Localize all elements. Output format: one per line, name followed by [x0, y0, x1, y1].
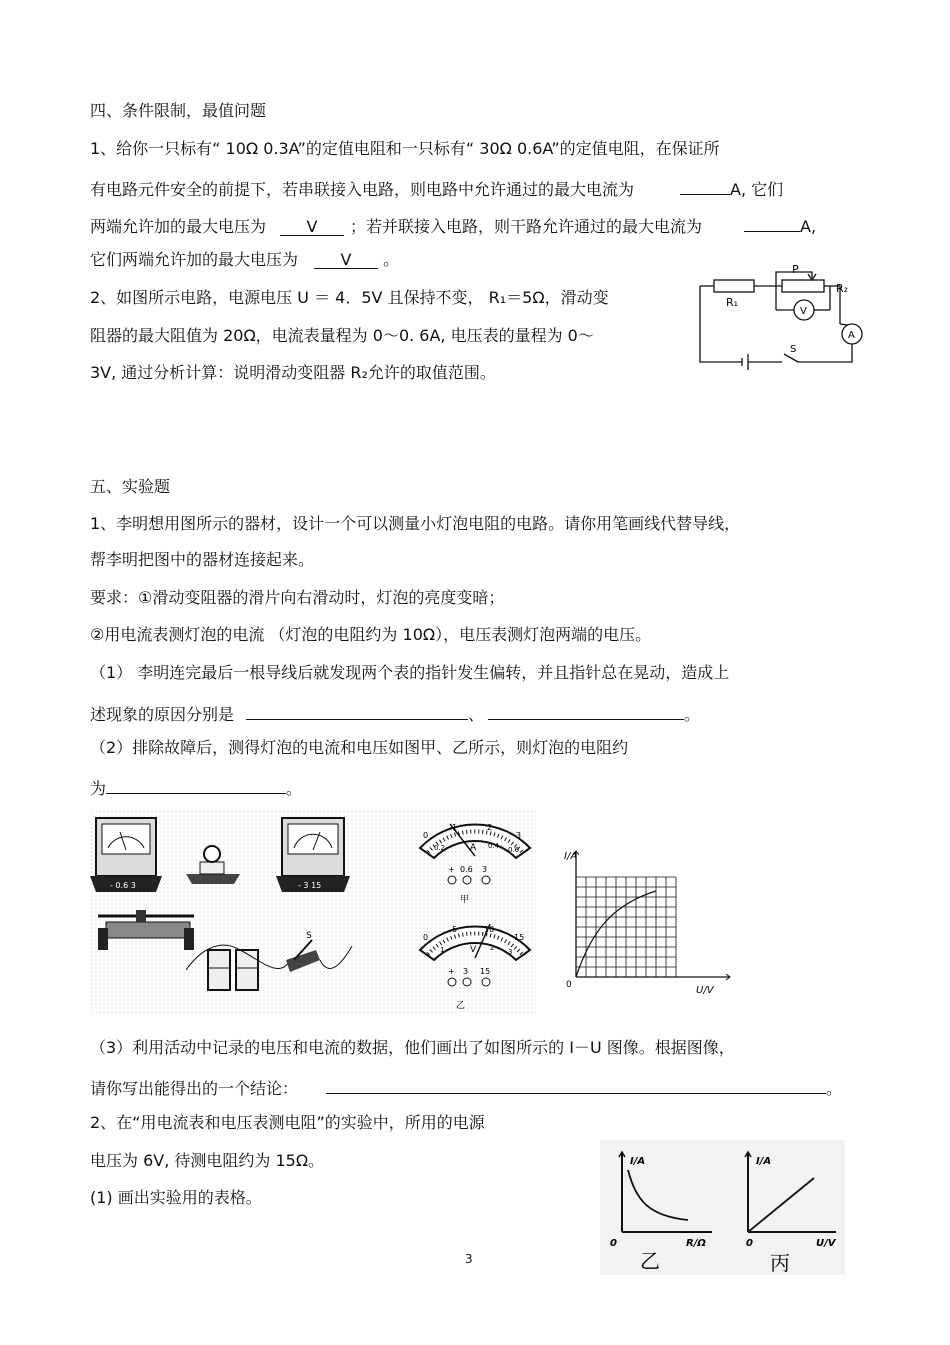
svg-text:10: 10: [484, 925, 495, 934]
svg-text:乙: 乙: [456, 1001, 466, 1011]
s5-q1-line7: （2）排除故障后，测得灯泡的电流和电压如图甲、乙所示，则灯泡的电阻约: [90, 738, 629, 757]
svg-text:3: 3: [482, 865, 488, 874]
svg-text:A: A: [848, 330, 855, 341]
s5-q1-line6: 述现象的原因分别是 、 。: [90, 701, 700, 725]
svg-text:S: S: [790, 344, 797, 355]
s5-q2-line3: (1) 画出实验用的表格。: [90, 1188, 262, 1207]
svg-text:丙: 丙: [770, 1251, 790, 1275]
svg-text:- 0.6 3: - 0.6 3: [110, 881, 136, 890]
s5-q2-line2: 电压为 6V, 待测电阻约为 15Ω。: [90, 1151, 325, 1170]
svg-text:U/V: U/V: [696, 985, 714, 995]
svg-text:0.2: 0.2: [434, 844, 446, 852]
s5-q1-line10: 请你写出能得出的一个结论： 。: [90, 1075, 842, 1099]
svg-text:2: 2: [490, 944, 495, 952]
svg-text:V: V: [800, 306, 807, 317]
answer-blank-resistance[interactable]: [106, 775, 286, 794]
svg-text:3: 3: [463, 967, 469, 976]
svg-text:甲: 甲: [460, 895, 470, 905]
svg-text:15: 15: [514, 933, 525, 942]
svg-text:U/V: U/V: [816, 1238, 836, 1249]
answer-blank-series-current[interactable]: [680, 176, 730, 195]
svg-text:0: 0: [423, 831, 429, 840]
svg-text:P: P: [792, 263, 799, 276]
svg-text:R/Ω: R/Ω: [686, 1238, 706, 1249]
svg-text:3: 3: [516, 831, 522, 840]
svg-text:0: 0: [566, 980, 572, 990]
small-graphs: [600, 1140, 845, 1275]
svg-text:S: S: [306, 931, 312, 941]
q1-line1: 1、给你一只标有“ 10Ω 0.3A”的定值电阻和一只标有“ 30Ω 0.6A”的定值电阻，在保证所: [90, 139, 720, 158]
resistor-r1: [714, 280, 754, 292]
s5-q1-line1: 1、李明想用图所示的器材，设计一个可以测量小灯泡电阻的电路。请你用笔画线代替导线，: [90, 514, 741, 533]
answer-blank-series-voltage[interactable]: V: [280, 217, 344, 236]
answer-blank-reason-2[interactable]: [488, 701, 684, 720]
answer-blank-reason-1[interactable]: [246, 701, 468, 720]
q1-line4: 它们两端允许加的最大电压为 V 。: [90, 250, 400, 269]
svg-text:0.6: 0.6: [508, 846, 520, 854]
ammeter-device: [90, 818, 162, 892]
svg-text:2: 2: [487, 823, 493, 832]
s5-q1-line5: （1） 李明连完最后一根导线后就发现两个表的指针发生偏转，并且指针总在晃动，造成上: [90, 663, 730, 682]
answer-blank-parallel-current[interactable]: [744, 213, 800, 232]
s5-q2-line1: 2、在“用电流表和电压表测电阻”的实验中，所用的电源: [90, 1113, 485, 1132]
circuit-diagram: [690, 258, 870, 370]
q1-line3: 两端允许加的最大电压为 V ；若并联接入电路，则干路允许通过的最大电流为 A,: [90, 213, 816, 237]
s5-q1-line2: 帮李明把图中的器材连接起来。: [90, 550, 315, 569]
svg-text:R₂: R₂: [836, 282, 849, 295]
section4-title: 四、条件限制，最值问题: [90, 101, 267, 120]
svg-text:乙: 乙: [640, 1249, 660, 1273]
svg-text:15: 15: [480, 967, 491, 976]
svg-text:I/A: I/A: [756, 1156, 772, 1167]
svg-text:R₁: R₁: [726, 296, 739, 309]
svg-text:- 3 15: - 3 15: [298, 881, 322, 890]
q1-line2: 有电路元件安全的前提下，若串联接入电路，则电路中允许通过的最大电流为 A, 它们: [90, 176, 783, 200]
s5-q1-line3: 要求：①滑动变阻器的滑片向右滑动时，灯泡的亮度变暗；: [90, 588, 505, 607]
ammeter-scale: [408, 810, 536, 1015]
q2-line2: 阻器的最大阻值为 20Ω，电流表量程为 0～0. 6A, 电压表的量程为 0～: [90, 326, 594, 345]
s5-q1-line4: ②用电流表测灯泡的电流 （灯泡的电阻约为 10Ω），电压表测灯泡两端的电压。: [90, 625, 652, 644]
svg-text:V: V: [470, 945, 477, 955]
svg-text:+: +: [448, 865, 455, 874]
svg-text:0.6: 0.6: [460, 865, 473, 874]
equipment-figure: [90, 810, 536, 1015]
svg-text:I/A: I/A: [564, 851, 578, 862]
iu-graph: [560, 845, 740, 995]
svg-text:0: 0: [610, 1238, 617, 1249]
voltmeter-device: [276, 818, 350, 892]
svg-text:0.4: 0.4: [488, 842, 500, 850]
svg-text:A: A: [470, 843, 477, 853]
page-number: 3: [465, 1252, 473, 1266]
svg-text:+: +: [448, 967, 455, 976]
s5-q1-line9: （3）利用活动中记录的电压和电流的数据，他们画出了如图所示的 I－U 图像。根据图像，: [90, 1038, 735, 1057]
s5-q1-line8: 为 。: [90, 775, 302, 799]
answer-blank-parallel-voltage[interactable]: V: [314, 250, 378, 269]
q2-line3: 3V, 通过分析计算：说明滑动变阻器 R₂允许的取值范围。: [90, 363, 496, 382]
svg-text:I/A: I/A: [630, 1156, 646, 1167]
svg-text:0: 0: [423, 933, 429, 942]
svg-text:3: 3: [508, 948, 513, 956]
answer-blank-conclusion[interactable]: [326, 1075, 826, 1094]
q2-line1: 2、如图所示电路，电源电压 U ＝ 4．5V 且保持不变， R₁＝5Ω，滑动变: [90, 288, 609, 307]
svg-text:1: 1: [452, 823, 458, 832]
resistor-r2: [782, 280, 824, 292]
svg-text:5: 5: [452, 925, 458, 934]
svg-text:1: 1: [440, 946, 445, 954]
svg-text:0: 0: [746, 1238, 753, 1249]
section5-title: 五、实验题: [90, 477, 171, 496]
